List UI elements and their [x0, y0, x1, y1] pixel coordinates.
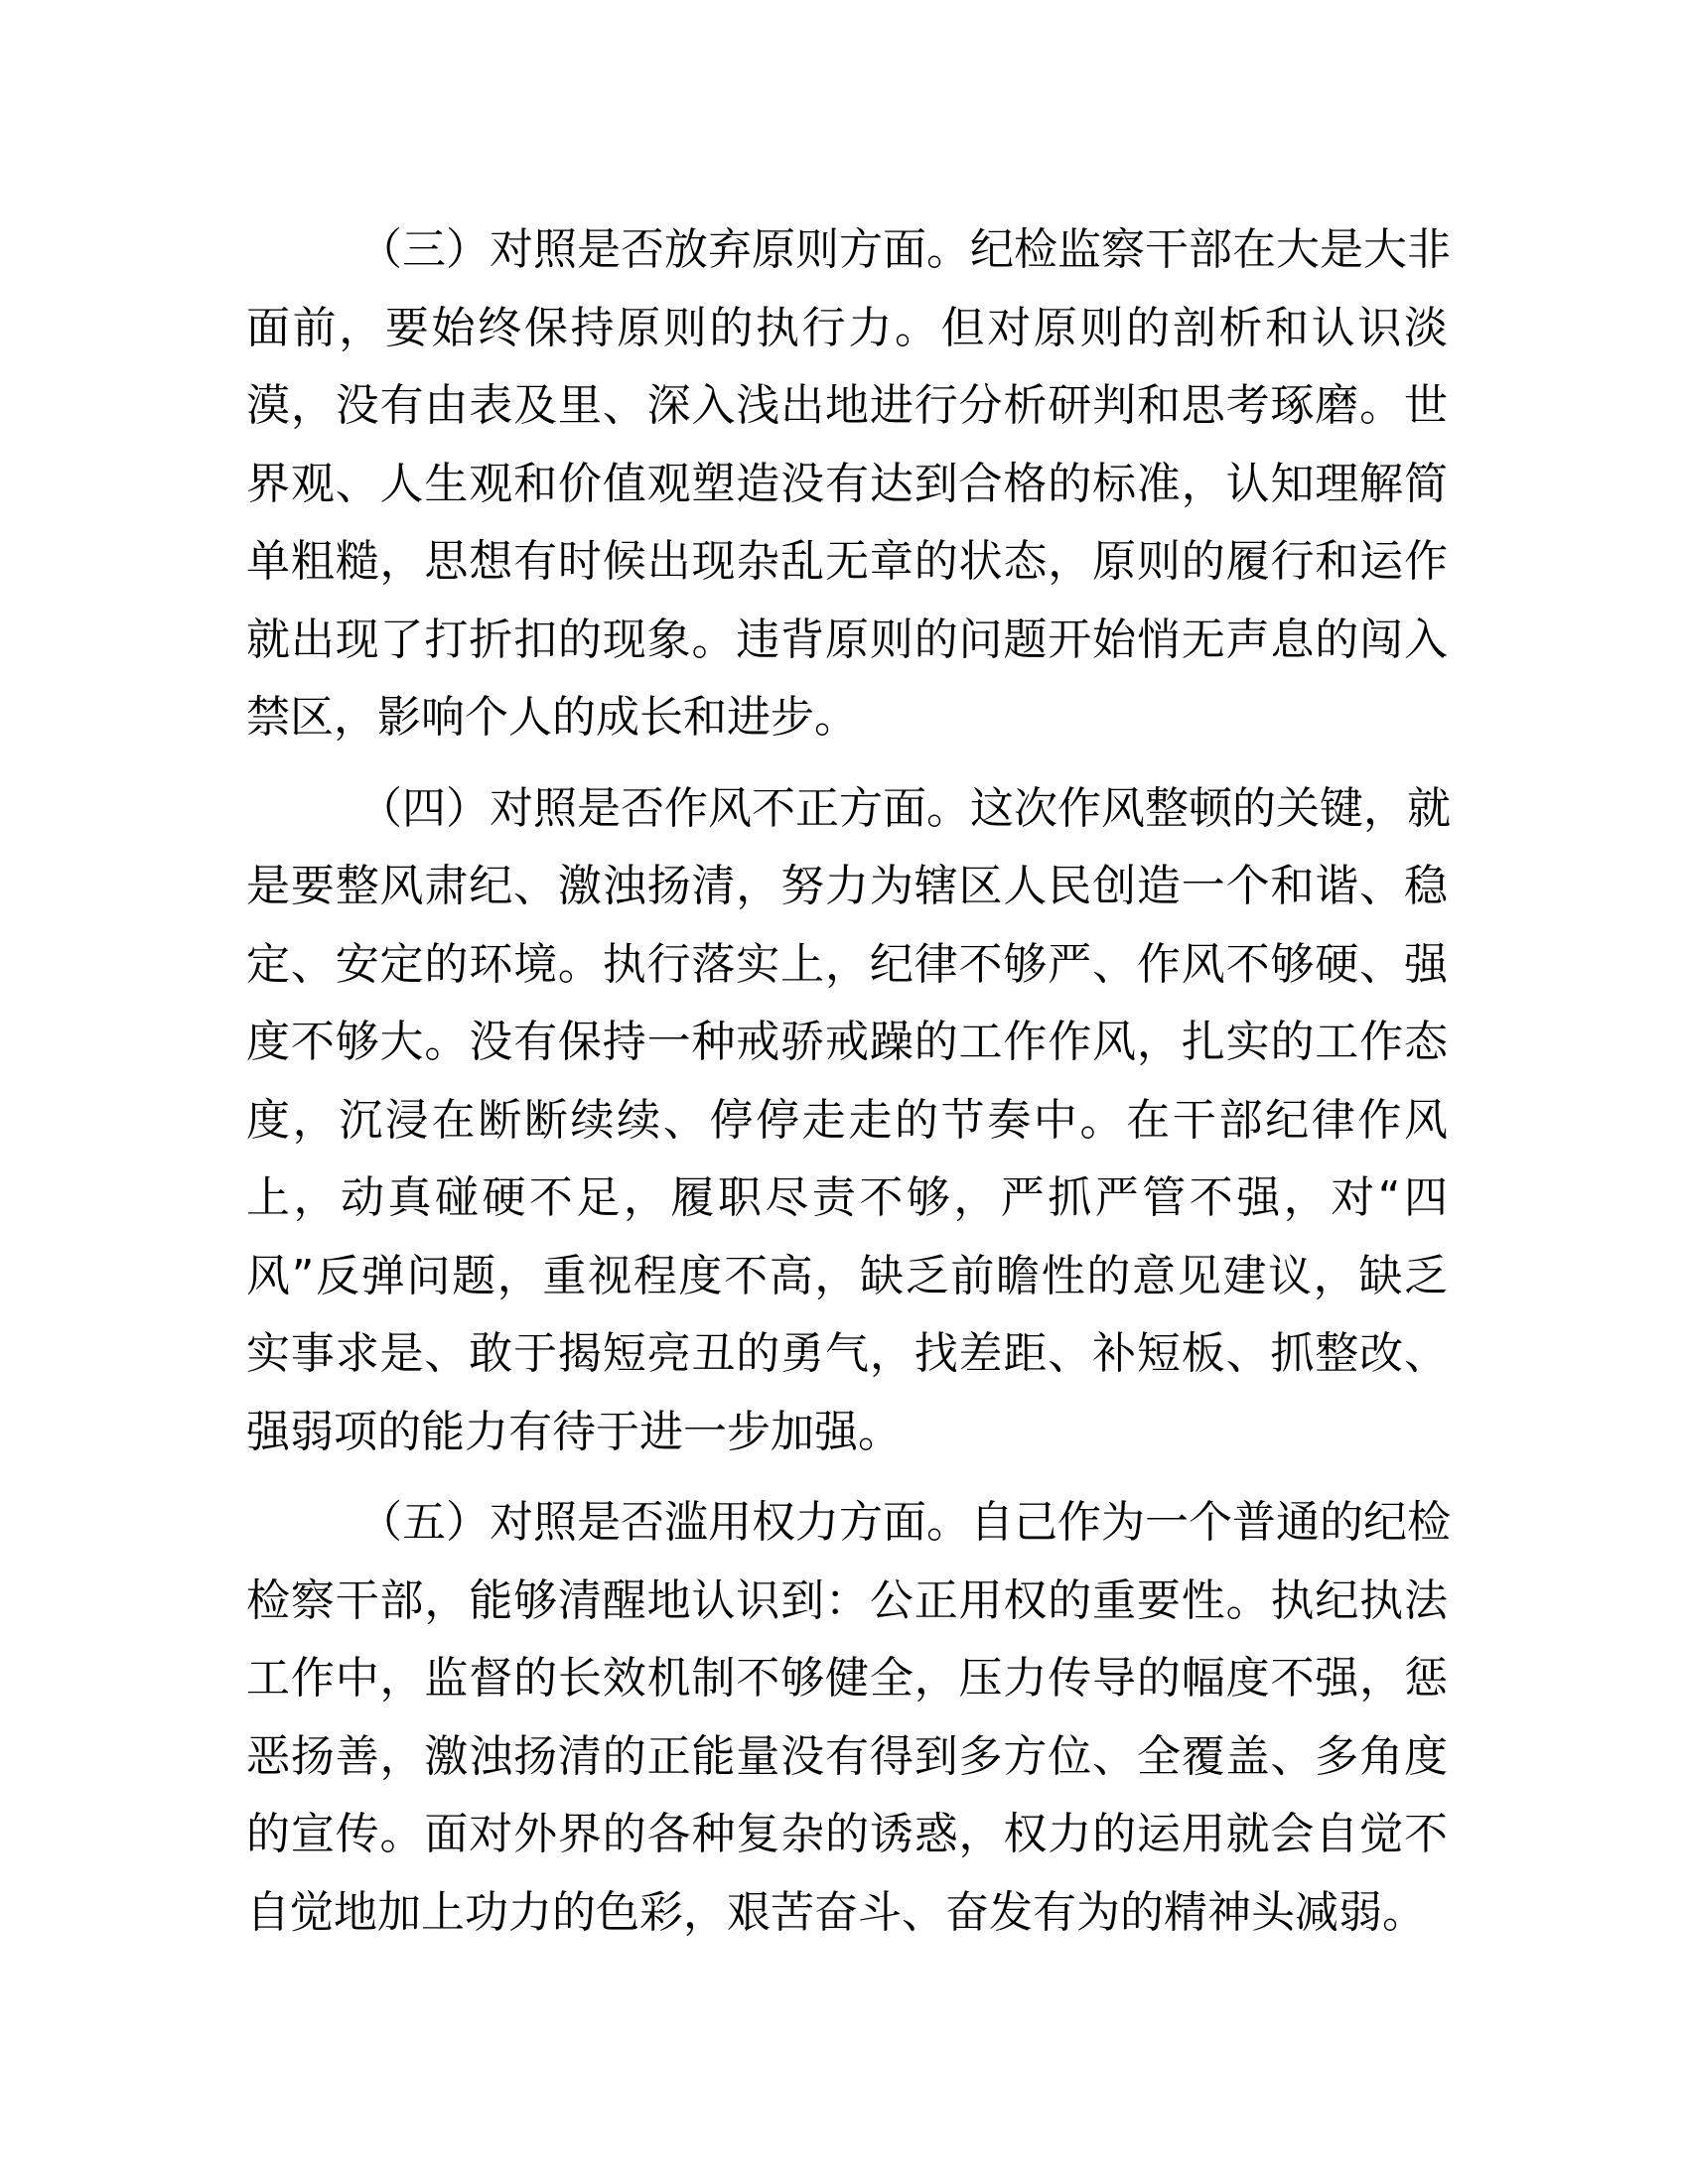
text-line: 就出现了打折扣的现象。违背原则的问题开始悄无声息的闯入: [246, 614, 1448, 665]
paragraph-section-5: [246, 1484, 1451, 1952]
paragraph-section-3: [246, 211, 1451, 757]
document-body: [246, 211, 1451, 1965]
text-line: （四）对照是否作风不正方面。这次作风整顿的关键，就: [358, 782, 1451, 834]
text-line: （五）对照是否滥用权力方面。自己作为一个普通的纪检: [358, 1497, 1451, 1548]
text-line: 度，沉浸在断断续续、停停走走的节奏中。在干部纪律作风: [246, 1094, 1448, 1146]
text-line: 实事求是、敢于揭短亮丑的勇气，找差距、补短板、抓整改、: [246, 1328, 1448, 1379]
text-line: 度不够大。没有保持一种戒骄戒躁的工作作风，扎实的工作态: [246, 1017, 1448, 1067]
text-line: （三）对照是否放弃原则方面。纪检监察干部在大是大非: [358, 224, 1451, 275]
text-line: 自觉地加上功力的色彩，艰苦奋斗、奋发有为的精神头减弱。: [246, 1886, 1426, 1938]
text-line: 检察干部，能够清醒地认识到：公正用权的重要性。执纪执法: [246, 1574, 1448, 1626]
text-line: 界观、人生观和价值观塑造没有达到合格的标准，认知理解简: [246, 458, 1448, 509]
text-line: 工作中，监督的长效机制不够健全，压力传导的幅度不强，惩: [246, 1653, 1448, 1704]
text-line: 单粗糙，思想有时候出现杂乱无章的状态，原则的履行和运作: [246, 536, 1448, 587]
text-line: 强弱项的能力有待于进一步加强。: [246, 1406, 902, 1457]
text-line: 风”反弹问题，重视程度不高，缺乏前瞻性的意见建议，缺乏: [246, 1250, 1448, 1301]
text-line: 上，动真碰硬不足，履职尽责不够，严抓严管不强，对“四: [246, 1172, 1448, 1223]
text-line: 是要整风肃纪、激浊扬清，努力为辖区人民创造一个和谐、稳: [246, 861, 1448, 911]
text-line: 面前，要始终保持原则的执行力。但对原则的剖析和认识淡: [246, 302, 1448, 353]
text-line: 恶扬善，激浊扬清的正能量没有得到多方位、全覆盖、多角度: [246, 1730, 1448, 1782]
text-line: 禁区，影响个人的成长和进步。: [246, 692, 858, 743]
text-line: 定、安定的环境。执行落实上，纪律不够严、作风不够硬、强: [246, 938, 1448, 990]
text-line: 的宣传。面对外界的各种复杂的诱惑，权力的运用就会自觉不: [246, 1809, 1448, 1859]
paragraph-section-4: [246, 770, 1451, 1472]
text-line: 漠，没有由表及里、深入浅出地进行分析研判和思考琢磨。世: [246, 380, 1448, 431]
